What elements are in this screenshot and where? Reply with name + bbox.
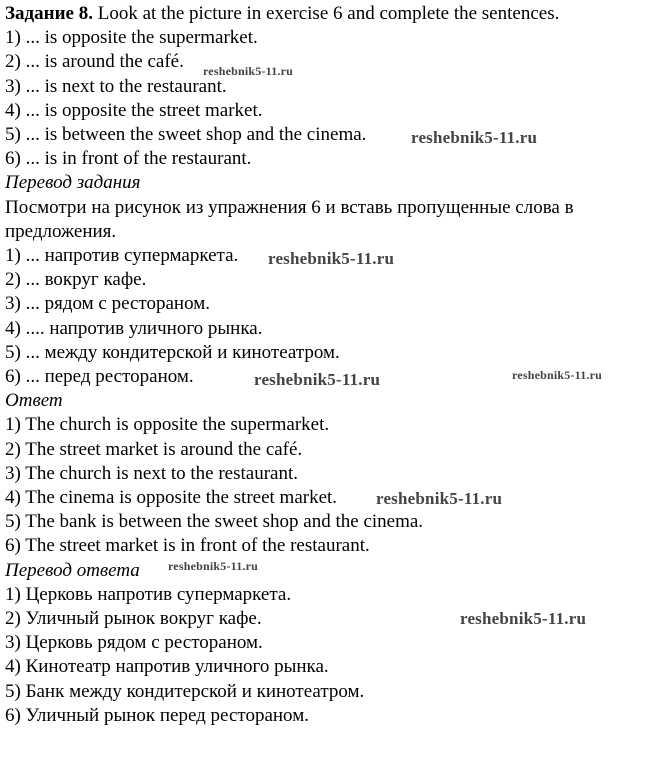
answer-item: 6) The street market is in front of the restaurant. [5,535,370,557]
translation-instruction: Посмотри на рисунок из упражнения 6 и вставь пропущенные слова в предложения. [5,196,574,242]
watermark: reshebnik5-11.ru [411,128,538,147]
answer-item: 4) The cinema is opposite the street market. [5,487,338,509]
answer-translation-item: 4) Кинотеатр напротив уличного рынка. [5,656,329,678]
watermark: reshebnik5-11.ru [203,64,293,78]
answer-translation-item: 6) Уличный рынок перед рестораном. [5,704,309,726]
task-label: Задание 8. [5,3,93,24]
task-instruction: Look at the picture in exercise 6 and complete the sentences. [92,3,560,24]
task-item: 3) ... is next to the restaurant. [5,75,227,97]
answer-item: 1) The church is opposite the supermarket. [5,414,330,436]
answer-translation-item: 3) Церковь рядом с рестораном. [5,632,263,654]
translation-item: 4) .... напротив уличного рынка. [5,317,263,339]
translation-item: 1) ... напротив супермаркета. [5,245,239,267]
answer-translation-items [5,583,650,728]
task-title [5,2,650,26]
task-item: 6) ... is in front of the restaurant. [5,148,252,170]
translation-item: 5) ... между кондитерской и кинотеатром. [5,341,340,363]
answer-translation-heading: Перевод ответа [5,559,140,581]
answer-heading: Ответ [5,390,63,412]
task-item: 1) ... is opposite the supermarket. [5,27,258,49]
watermark: reshebnik5-11.ru [460,609,587,628]
translation-item: 6) ... перед рестораном. [5,366,194,388]
answer-item: 5) The bank is between the sweet shop and the cinema. [5,511,424,533]
watermark: reshebnik5-11.ru [376,489,503,508]
answer-item: 2) The street market is around the café. [5,438,303,460]
translation-item: 3) ... рядом с рестораном. [5,293,210,315]
answer-translation-item: 2) Уличный рынок вокруг кафе. [5,608,262,630]
watermark: reshebnik5-11.ru [268,249,395,268]
task-item: 5) ... is between the sweet shop and the cinema. [5,124,367,146]
task-item: 2) ... is around the café. [5,51,184,73]
watermark: reshebnik5-11.ru [254,370,381,389]
answer-translation-item: 1) Церковь напротив супермаркета. [5,583,292,605]
answer-item: 3) The church is next to the restaurant. [5,462,298,484]
translation-heading: Перевод задания [5,172,141,194]
answer-translation-item: 5) Банк между кондитерской и кинотеатром. [5,680,365,702]
watermark: reshebnik5-11.ru [168,559,258,573]
translation-item: 2) ... вокруг кафе. [5,269,147,291]
task-items [5,26,650,171]
task-item: 4) ... is opposite the street market. [5,99,263,121]
watermark: reshebnik5-11.ru [512,368,602,382]
answer-items [5,413,650,558]
